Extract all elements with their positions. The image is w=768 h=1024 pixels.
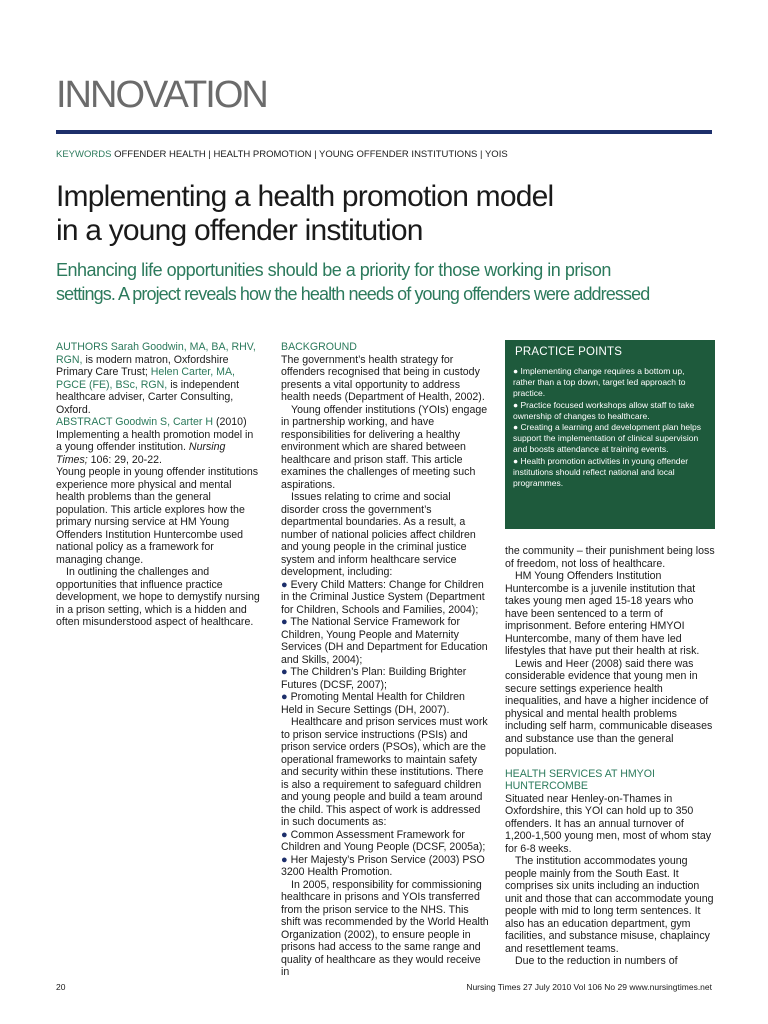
background-paragraph-2: Young offender institutions (YOIs) engage in partnership working, and have responsibilities for delivering a healthy environment which are shared between healthcare and prison staff. This article examines the challenges of meeting such aspirations.: [281, 403, 488, 491]
practice-point-text: Health promotion activities in young offender institutions should reflect national and local programmes.: [513, 455, 689, 489]
document-bullet: [281, 829, 489, 854]
abstract-title: Implementing a health promotion model in a young offender institution.: [56, 428, 254, 453]
author-1-role: is modern matron, Oxfordshire Primary Care Trust;: [56, 353, 229, 378]
column-huntercombe: [505, 545, 715, 968]
standfirst-line-1: Enhancing life opportunities should be a priority for those working in prison: [56, 260, 611, 280]
keywords-list: OFFENDER HEALTH | HEALTH PROMOTION | YOUNG OFFENDER INSTITUTIONS | YOIS: [114, 149, 508, 160]
practice-point: [513, 456, 707, 490]
policy-bullet: [281, 579, 489, 617]
column3-paragraph-2: HM Young Offenders Institution Huntercombe is a juvenile institution that takes young men aged 15-18 years who have been sentenced to a term of imprisonment. Before entering HMYOI Huntercombe, many of them have led lifestyles that have put their health at risk.: [505, 570, 700, 657]
policy-bullet: [281, 691, 489, 716]
bullet-icon: ●: [513, 422, 519, 433]
abstract-ref: 106: 29, 20-22.: [90, 453, 162, 466]
practice-point-text: Practice focused workshops allow staff to take ownership of changes to healthcare.: [513, 399, 695, 421]
abstract-paragraph-2: In outlining the challenges and opportunities that influence practice development, we hope to demystify nursing in a prison setting, which is a hidden and often misunderstood aspect of healthcare.: [56, 566, 260, 628]
practice-point: [513, 366, 707, 400]
headline-line-1: Implementing a health promotion model: [56, 180, 554, 213]
column-background: [281, 341, 489, 979]
author-2-name: Helen Carter, MA, PGCE (FE), BSc, RGN,: [56, 366, 235, 391]
abstract-paragraph-1: Young people in young offender institutions experience more physical and mental health problems than the general population. This article explores how the primary nursing service at HM Young Offenders Institution Huntercombe used national policy as a framework for managing change.: [56, 466, 259, 566]
abstract-journal: Nursing Times;: [56, 441, 226, 466]
page-number: 20: [56, 982, 66, 992]
bullet-icon: ●: [513, 399, 519, 410]
bullet-icon: ●: [281, 691, 288, 703]
bullet-icon: ●: [513, 366, 519, 376]
authors-block: [56, 341, 260, 416]
magazine-footer: Nursing Times 27 July 2010 Vol 106 No 29 www.nursingtimes.net: [466, 982, 712, 992]
standfirst: [56, 258, 720, 306]
document-bullet-text: Her Majesty’s Prison Service (2003) PSO 3200 Health Promotion.: [281, 853, 485, 878]
abstract-label: ABSTRACT: [56, 416, 113, 428]
bullet-icon: ●: [281, 666, 288, 678]
authors-label: AUTHORS: [56, 341, 108, 353]
practice-point-text: Creating a learning and development plan helps support the implementation of clinical supervision and boosts attendance at training events.: [513, 422, 702, 455]
abstract-cite: Goodwin S, Carter H: [115, 416, 214, 428]
keywords-label: KEYWORDS: [56, 149, 112, 160]
document-bullet: [281, 854, 489, 879]
background-paragraph-3: Issues relating to crime and social disorder cross the government’s departmental boundaries. As a result, a number of national policies affect children and young people in the criminal justice system and inform healthcare service development, including:: [281, 491, 476, 578]
abstract-year: (2010): [215, 416, 247, 428]
author-1-name: Sarah Goodwin, MA, BA, RHV, RGN,: [56, 341, 256, 366]
health-services-heading: HEALTH SERVICES AT HMYOI HUNTERCOMBE: [505, 767, 655, 792]
policy-bullet: [281, 616, 489, 666]
document-bullet-text: Common Assessment Framework for Children and Young People (DCSF, 2005a);: [281, 828, 486, 853]
section-label: INNOVATION: [56, 74, 267, 116]
column3-paragraph-5: The institution accommodates young people mainly from the South East. It comprises six units including an induction unit and those that can accommodate young people with mid to long term sentences. It also has an education department, gym facilities, and substance misuse, chaplaincy and resettlement teams.: [505, 855, 714, 955]
column3-paragraph-3: Lewis and Heer (2008) said there was considerable evidence that young men in secure settings experience health inequalities, and have a higher incidence of physical and mental health problems including self harm, communicable diseases and substance use than the general population.: [505, 657, 713, 757]
practice-point: [513, 422, 707, 456]
bullet-icon: ●: [513, 455, 519, 466]
policy-bullet-text: Promoting Mental Health for Children Held in Secure Settings (DH, 2007).: [281, 691, 465, 716]
article-headline: [56, 180, 716, 248]
background-paragraph-1: The government’s health strategy for offenders recognised that being in custody presents a vital opportunity to address health needs (Department of Health, 2002).: [281, 353, 485, 403]
background-paragraph-4: Healthcare and prison services must work to prison service instructions (PSIs) and prison service orders (PSOs), which are the operational frameworks to maintain safety and security within these institutions. There is also a requirement to safeguard children and young people and build a team around the child. This aspect of work is addressed in such documents as:: [281, 716, 488, 828]
bullet-icon: ●: [281, 616, 288, 628]
standfirst-line-2: settings. A project reveals how the health needs of young offenders were addressed: [56, 284, 650, 304]
practice-points-box: [505, 340, 715, 529]
practice-points-title: PRACTICE POINTS: [515, 346, 623, 358]
header-rule: [56, 130, 712, 134]
column-authors-abstract: [56, 341, 260, 629]
practice-point: [513, 400, 707, 422]
column3-paragraph-4: Situated near Henley-on-Thames in Oxfordshire, this YOI can hold up to 350 offenders. It has an annual turnover of 1,200-1,500 young men, most of whom stay for 6-8 weeks.: [505, 792, 712, 855]
background-heading: BACKGROUND: [281, 341, 357, 353]
policy-bullet-text: The Children’s Plan: Building Brighter Futures (DCSF, 2007);: [281, 666, 467, 691]
bullet-icon: ●: [281, 853, 288, 866]
column3-paragraph-6: Due to the reduction in numbers of: [515, 955, 678, 967]
keywords-line: [56, 149, 508, 160]
background-paragraph-5: In 2005, responsibility for commissioning healthcare in prisons and YOIs transferred from the prison service to the NHS. This shift was recommended by the World Health Organization (2002), to ensure people in prisons had access to the same range and quality of healthcare as they would receive in: [281, 878, 489, 978]
bullet-icon: ●: [281, 828, 288, 841]
abstract-citation: [56, 416, 260, 466]
column3-paragraph-1: the community – their punishment being loss of freedom, not loss of healthcare.: [505, 545, 715, 570]
policy-bullet-text: The National Service Framework for Children, Young People and Maternity Services (DH and Department for Education and Skills, 2004);: [281, 616, 488, 666]
policy-bullet-text: Every Child Matters: Change for Children in the Criminal Justice System (Department for Children, Schools and Families, 2004);: [281, 578, 485, 616]
policy-bullet: [281, 666, 489, 691]
headline-line-2: in a young offender institution: [56, 214, 423, 247]
practice-point-text: Implementing change requires a bottom up, rather than a top down, target led approach to practice.: [513, 366, 686, 399]
bullet-icon: ●: [281, 578, 288, 591]
author-2-role: is independent healthcare adviser, Carter Consulting, Oxford.: [56, 378, 240, 416]
